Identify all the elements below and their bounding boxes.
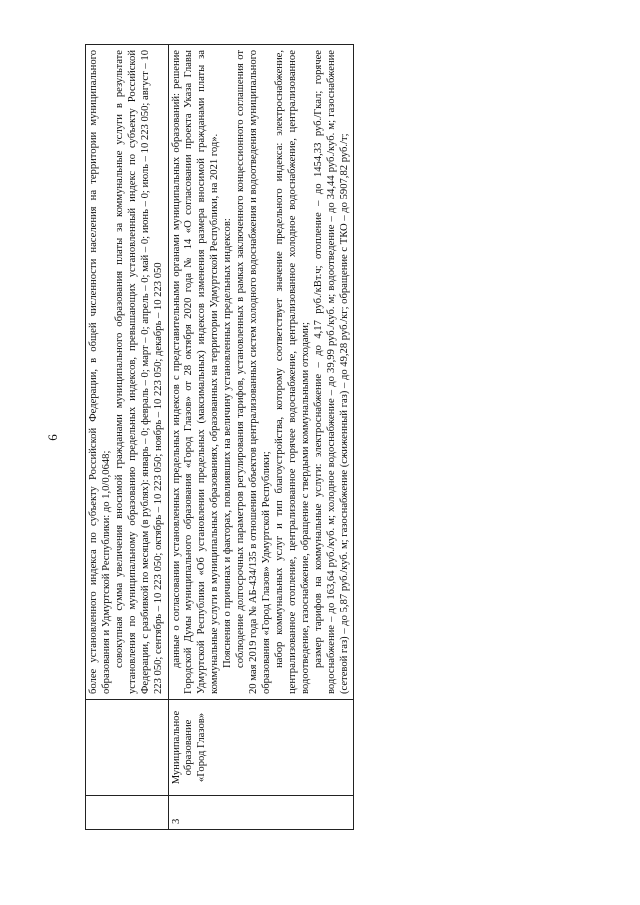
paragraph: набор коммунальных услуг и тип благоустройства, которому соответствует значение предельного индекса: электроснабжение, централизованное отопление, централизованное горячее водоснабжение, централизованное холодное водоснабжение, централизованное водоотведение, газоснабжение, обращение с твердыми коммунальными отходами; — [273, 50, 311, 694]
paragraph: более установленного индекса по субъекту Российской Федерации, в общей численности населения на территории муниципального образования и Удмуртской Республики: до 1,0/0,0648; — [88, 50, 112, 694]
page-number: 6 — [45, 434, 60, 441]
paragraph: соблюдение долгосрочных параметров регулирования тарифов, установленных в рамках заключенного концессионного соглашения от 20 мая 2019 года № АБ-434/135 в отношении объектов централизованных систем холодного водоснабжения и водоотведения муниципального образования «Город Глазов» Удмуртской Республики; — [235, 50, 272, 694]
landscape-page — [45, 45, 565, 830]
document-table — [85, 44, 354, 830]
municipality-name — [86, 700, 169, 796]
row-content — [168, 45, 354, 700]
municipality-name: Муниципальное образование «Город Глазов» — [168, 700, 354, 796]
row-number — [86, 796, 169, 830]
paragraph: размер тарифов на коммунальные услуги: электроснабжение – до 4,17 руб./кВт.ч; отопление – до 1454,33 руб./Гкал; горячее водоснабжение – до 163,64 руб./куб. м; холодное водоснабжение – до 39,99 руб./куб. м; водоотведение – до 34,44 руб./куб. м; газоснабжение (сетевой газ) – до 5,87 руб./куб. м; газоснабжение (сжиженный газ) – до 49,28 руб./кг; обращение с ТКО – до 5907,82 руб./т; — [312, 50, 350, 694]
table-row — [86, 45, 169, 830]
paragraph: данные о согласовании установленных предельных индексов с представительными органами муниципальных образований: решение Городской Думы муниципального образования «Город Глазов» от 28 октября 2020 года № 14 «О согласовании проекта Указа Главы Удмуртской Республики «Об установлении предельных (максимальных) индексов изменения размера вносимой гражданами платы за коммунальные услуги в муниципальных образованиях, образованных на территории Удмуртской Республики, на 2021 год». — [170, 50, 221, 694]
row-number: 3 — [168, 796, 354, 830]
paragraph: совокупная сумма увеличения вносимой гражданами муниципального образования платы за коммунальные услуги в результате установления по муниципальному образованию предельных индексов, превышающих установленный индекс по субъекту Российской Федерации, с разбивкой по месяцам (в рублях): январь – 0; февраль – 0; март – 0; апрель – 0; май – 0; июнь – 0; июль – 10 223 050; август – 10 223 050; сентябрь – 10 223 050; октябрь – 10 223 050; ноябрь – 10 223 050; декабрь – 10 223 050 — [113, 50, 164, 694]
rotated-page — [45, 45, 565, 830]
paragraph: Пояснения о причинах и факторах, повлиявших на величину установленных предельных индексов: — [222, 218, 234, 668]
row-content — [86, 45, 169, 700]
table-row — [168, 45, 354, 830]
